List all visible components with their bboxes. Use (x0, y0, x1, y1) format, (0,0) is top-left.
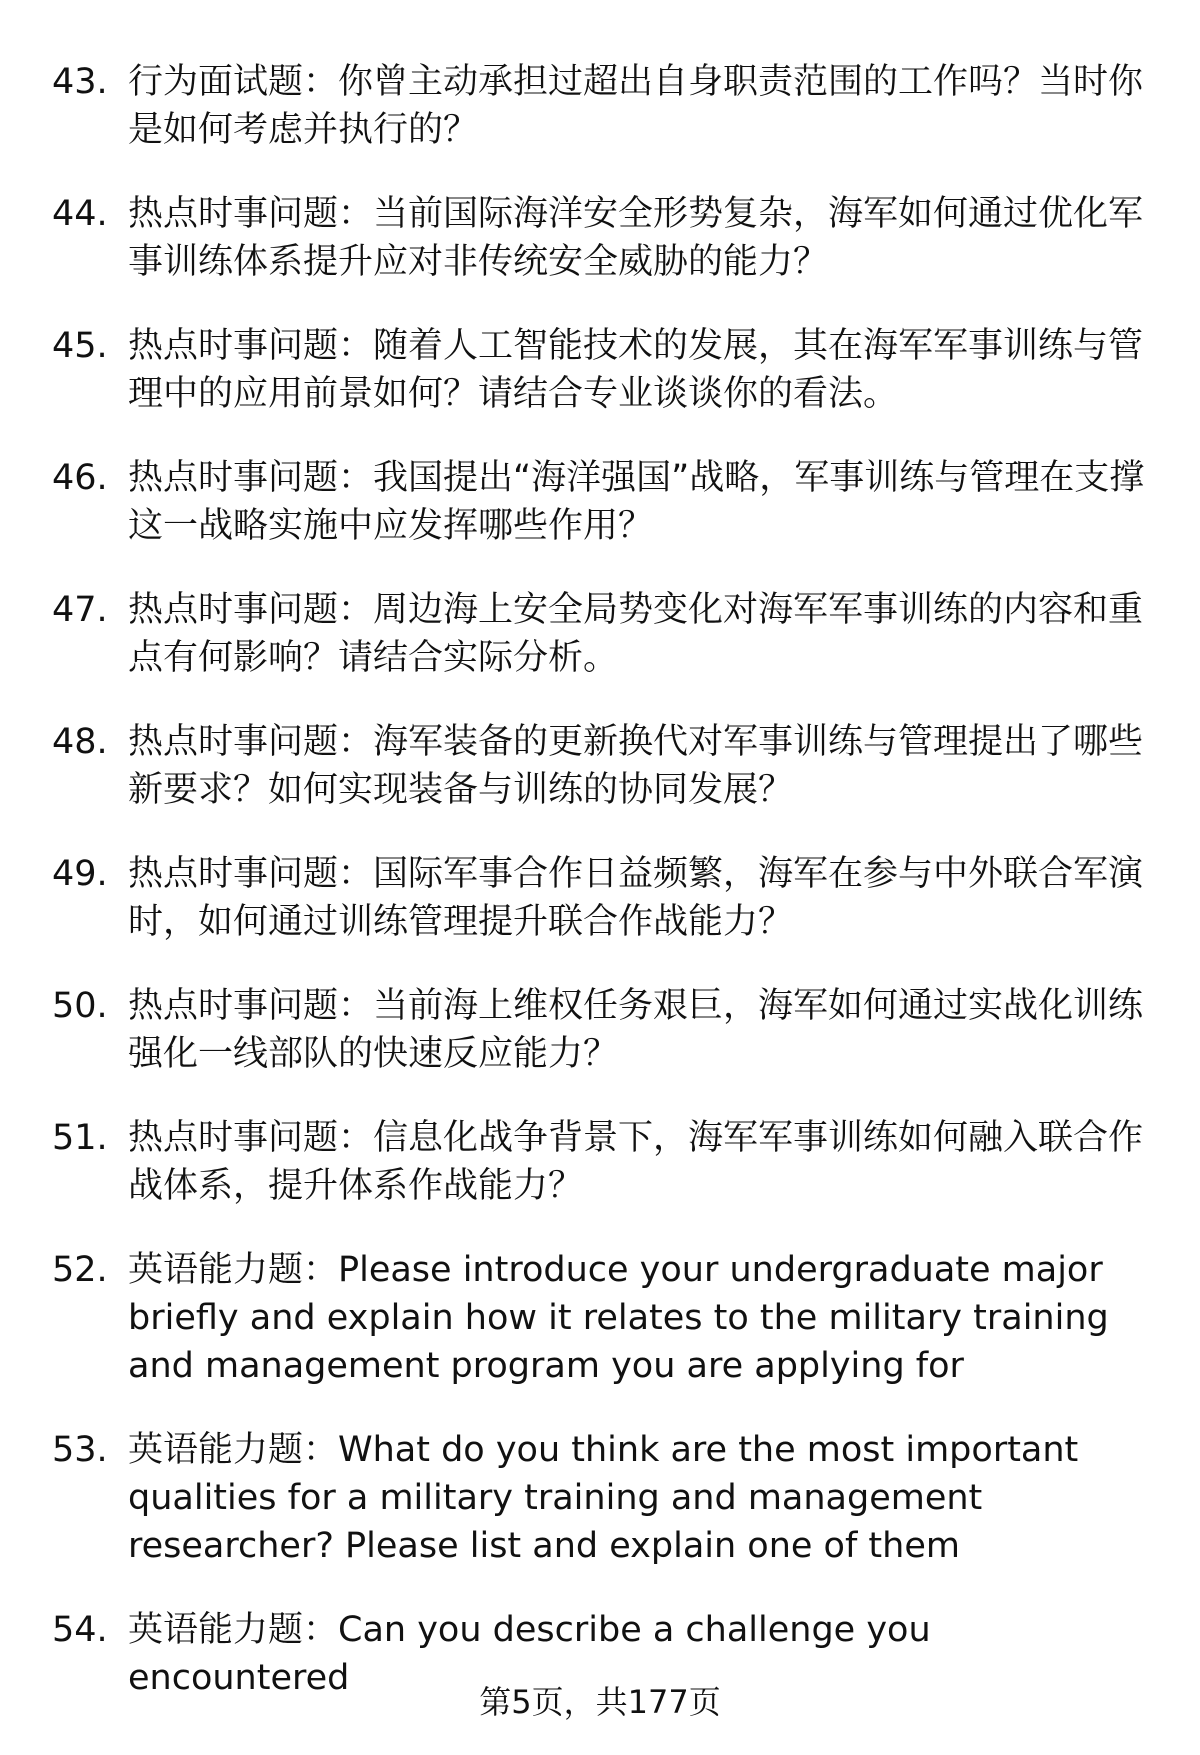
question-item (52, 1426, 1152, 1570)
question-number: 52. (52, 1250, 108, 1290)
question-item (52, 586, 1152, 682)
question-number: 48. (52, 722, 108, 762)
question-number: 53. (52, 1430, 108, 1470)
question-text: 热点时事问题：周边海上安全局势变化对海军军事训练的内容和重点有何影响？请结合实际分析。 (128, 590, 1144, 678)
question-text: 热点时事问题：当前国际海洋安全形势复杂，海军如何通过优化军事训练体系提升应对非传统安全威胁的能力？ (128, 194, 1144, 282)
question-item (52, 454, 1152, 550)
question-number: 44. (52, 194, 108, 234)
question-text: 英语能力题：Please introduce your undergraduate major briefly and explain how it relates to the military training and management program you are applying for (128, 1250, 1109, 1386)
question-number: 43. (52, 62, 108, 102)
question-number: 54. (52, 1610, 108, 1650)
question-item (52, 1246, 1152, 1390)
question-item (52, 982, 1152, 1078)
question-number: 45. (52, 326, 108, 366)
question-text: 热点时事问题：当前海上维权任务艰巨，海军如何通过实战化训练强化一线部队的快速反应能力？ (128, 986, 1144, 1074)
question-text: 热点时事问题：随着人工智能技术的发展，其在海军军事训练与管理中的应用前景如何？请结合专业谈谈你的看法。 (128, 326, 1144, 414)
question-item (52, 190, 1152, 286)
question-item (52, 1114, 1152, 1210)
question-item (52, 718, 1152, 814)
question-text: 英语能力题：What do you think are the most important qualities for a military training and management researcher? Please list and explain one of them (128, 1430, 1079, 1566)
question-number: 51. (52, 1118, 108, 1158)
question-text: 英语能力题：Can you describe a challenge you encountered (128, 1610, 931, 1698)
question-number: 49. (52, 854, 108, 894)
question-list (52, 58, 1152, 1738)
question-item (52, 322, 1152, 418)
question-number: 50. (52, 986, 108, 1026)
question-text: 热点时事问题：信息化战争背景下，海军军事训练如何融入联合作战体系，提升体系作战能力？ (128, 1118, 1144, 1206)
question-number: 46. (52, 458, 108, 498)
question-text: 热点时事问题：我国提出“海洋强国”战略，军事训练与管理在支撑这一战略实施中应发挥哪些作用？ (128, 458, 1145, 546)
question-text: 热点时事问题：海军装备的更新换代对军事训练与管理提出了哪些新要求？如何实现装备与训练的协同发展？ (128, 722, 1144, 810)
question-number: 47. (52, 590, 108, 630)
question-item (52, 58, 1152, 154)
question-text: 行为面试题：你曾主动承担过超出自身职责范围的工作吗？当时你是如何考虑并执行的？ (128, 62, 1144, 150)
page-number-footer: 第5页，共177页 (479, 1683, 721, 1721)
question-item (52, 850, 1152, 946)
question-text: 热点时事问题：国际军事合作日益频繁，海军在参与中外联合军演时，如何通过训练管理提升联合作战能力？ (128, 854, 1144, 942)
